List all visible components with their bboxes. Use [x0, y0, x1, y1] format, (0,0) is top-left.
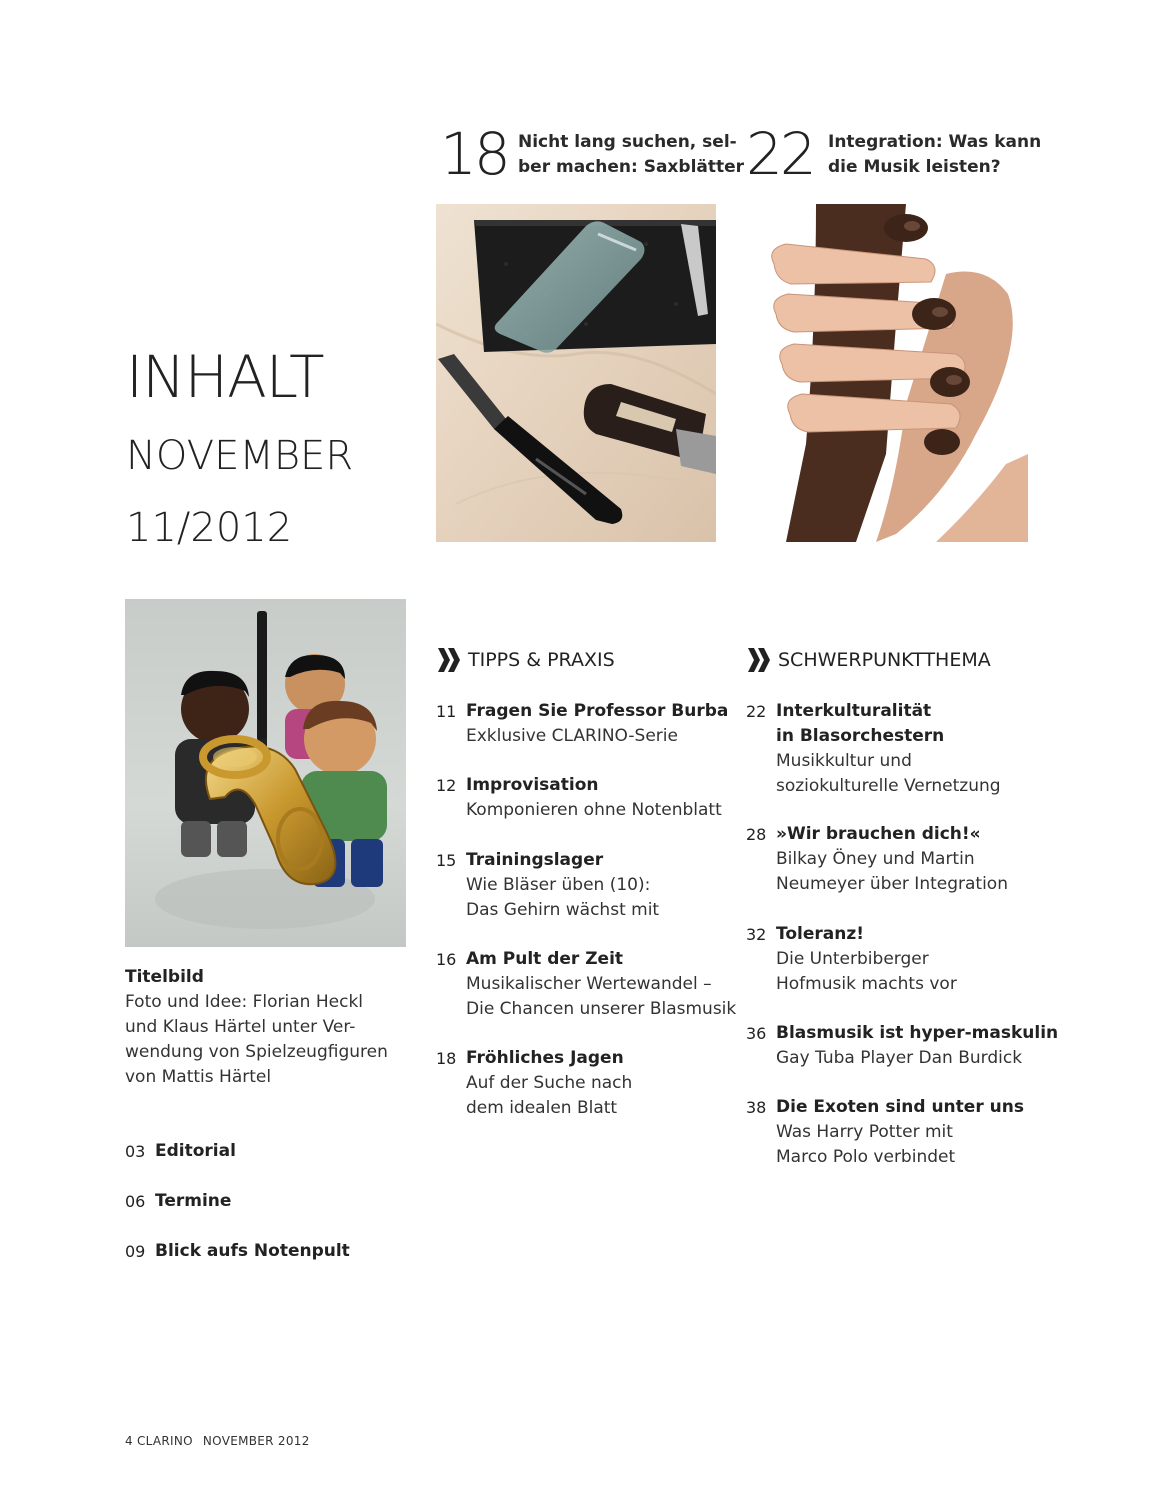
toc-page-number: 15 [436, 851, 457, 870]
cover-caption [125, 965, 388, 1090]
toc-page-number: 16 [436, 950, 457, 969]
saxophone-reed-tools-photo[interactable] [436, 204, 716, 542]
toc-page-number: 28 [746, 825, 767, 844]
issue-month: NOVEMBER [126, 433, 354, 479]
section-heading-tipps [436, 646, 615, 674]
footer-date: NOVEMBER 2012 [202, 1434, 310, 1448]
feature-title-line: die Musik leisten? [828, 157, 1001, 177]
toc-entry-title: Improvisation [466, 775, 599, 795]
cover-caption-title: Titelbild [125, 967, 204, 987]
toy-figures-with-instruments-photo[interactable] [125, 599, 406, 947]
toc-page-number: 03 [125, 1142, 146, 1161]
page-title: INHALT [126, 343, 324, 411]
feature-title-line: ber machen: Saxblätter [518, 157, 745, 177]
section-heading-label: SCHWERPUNKTTHEMA [778, 649, 991, 671]
section-heading-label: TIPPS & PRAXIS [468, 649, 615, 671]
toc-entry-subtitle: Das Gehirn wächst mit [466, 900, 660, 920]
feature-title[interactable] [518, 130, 744, 180]
feature-title-line: Nicht lang suchen, sel- [518, 132, 737, 152]
feature-title-line: Integration: Was kann [828, 132, 1042, 152]
issue-number: 11/2012 [126, 505, 293, 551]
toc-entry-subtitle: Musikkultur und [776, 751, 912, 771]
section-heading-schwerpunkt [746, 646, 991, 674]
toc-entry-title: Editorial [155, 1141, 236, 1161]
toc-entry-subtitle: Die Unterbiberger [776, 949, 929, 969]
feature-page-number: 18 [440, 120, 508, 188]
toc-entry-title: Trainingslager [466, 850, 604, 870]
toc-entry-subtitle: Hofmusik machts vor [776, 974, 957, 994]
toc-entry-subtitle: Bilkay Öney und Martin [776, 849, 975, 869]
toc-entry-subtitle: Wie Bläser üben (10): [466, 875, 651, 895]
toc-entry[interactable] [436, 848, 659, 923]
toc-page-number: 11 [436, 702, 457, 721]
toc-page-number: 09 [125, 1242, 146, 1261]
feature-page-number: 22 [746, 120, 814, 188]
toc-entry-title: Fragen Sie Professor Burba [466, 701, 729, 721]
toc-entry-title: Fröhliches Jagen [466, 1048, 624, 1068]
cover-caption-line: Foto und Idee: Florian Heckl [125, 992, 364, 1012]
footer-magazine: CLARINO [136, 1434, 193, 1448]
clasped-hands-photo[interactable] [746, 204, 1028, 542]
toc-entry[interactable] [746, 699, 1001, 799]
toc-page-number: 22 [746, 702, 767, 721]
toc-entry-title: Blick aufs Notenpult [155, 1241, 350, 1261]
toc-entry-editorial[interactable] [125, 1139, 236, 1164]
toc-entry[interactable] [746, 1095, 1024, 1170]
toc-entry[interactable] [746, 822, 1008, 897]
toc-entry[interactable] [746, 922, 957, 997]
toc-entry-subtitle: Neumeyer über Integration [776, 874, 1008, 894]
toc-entry-subtitle: Komponieren ohne Notenblatt [466, 800, 722, 820]
toc-entry-termine[interactable] [125, 1189, 231, 1214]
toc-entry-subtitle: Musikalischer Wertewandel – [466, 974, 712, 994]
toc-entry-title: Interkulturalität [776, 701, 932, 721]
toc-entry-subtitle: Auf der Suche nach [466, 1073, 633, 1093]
toc-page-number: 06 [125, 1192, 146, 1211]
toc-page-number: 36 [746, 1024, 767, 1043]
toc-page-number: 18 [436, 1049, 457, 1068]
toc-entry-subtitle: soziokulturelle Vernetzung [776, 776, 1001, 796]
toc-entry-subtitle: Die Chancen unserer Blasmusik [466, 999, 737, 1019]
toc-entry-title: »Wir brauchen dich!« [776, 824, 981, 844]
toc-entry[interactable] [436, 1046, 632, 1121]
cover-caption-line: und Klaus Härtel unter Ver- [125, 1017, 356, 1037]
toc-entry[interactable] [436, 699, 728, 749]
toc-entry-title: Blasmusik ist hyper-maskulin [776, 1023, 1059, 1043]
toc-entry-notenpult[interactable] [125, 1239, 350, 1264]
toc-page-number: 12 [436, 776, 457, 795]
toc-entry-subtitle: dem idealen Blatt [466, 1098, 618, 1118]
cover-caption-line: von Mattis Härtel [125, 1067, 272, 1087]
cover-caption-line: wendung von Spielzeugfiguren [125, 1042, 388, 1062]
toc-entry-subtitle: Exklusive CLARINO-Serie [466, 726, 678, 746]
toc-entry-subtitle: Marco Polo verbindet [776, 1147, 956, 1167]
toc-entry-subtitle: Gay Tuba Player Dan Burdick [776, 1048, 1023, 1068]
toc-entry[interactable] [436, 947, 736, 1022]
toc-entry-title: Am Pult der Zeit [466, 949, 624, 969]
toc-entry-subtitle: Was Harry Potter mit [776, 1122, 953, 1142]
page-footer [125, 1434, 320, 1448]
toc-entry-title: in Blasorchestern [776, 726, 945, 746]
footer-page-number: 4 [125, 1434, 133, 1448]
toc-page-number: 38 [746, 1098, 767, 1117]
toc-entry-title: Die Exoten sind unter uns [776, 1097, 1024, 1117]
double-chevron-icon [746, 646, 772, 674]
toc-page-number: 32 [746, 925, 767, 944]
toc-entry-title: Toleranz! [776, 924, 864, 944]
toc-entry-title: Termine [155, 1191, 232, 1211]
toc-entry[interactable] [746, 1021, 1058, 1071]
toc-entry[interactable] [436, 773, 722, 823]
feature-title[interactable] [828, 130, 1041, 180]
double-chevron-icon [436, 646, 462, 674]
